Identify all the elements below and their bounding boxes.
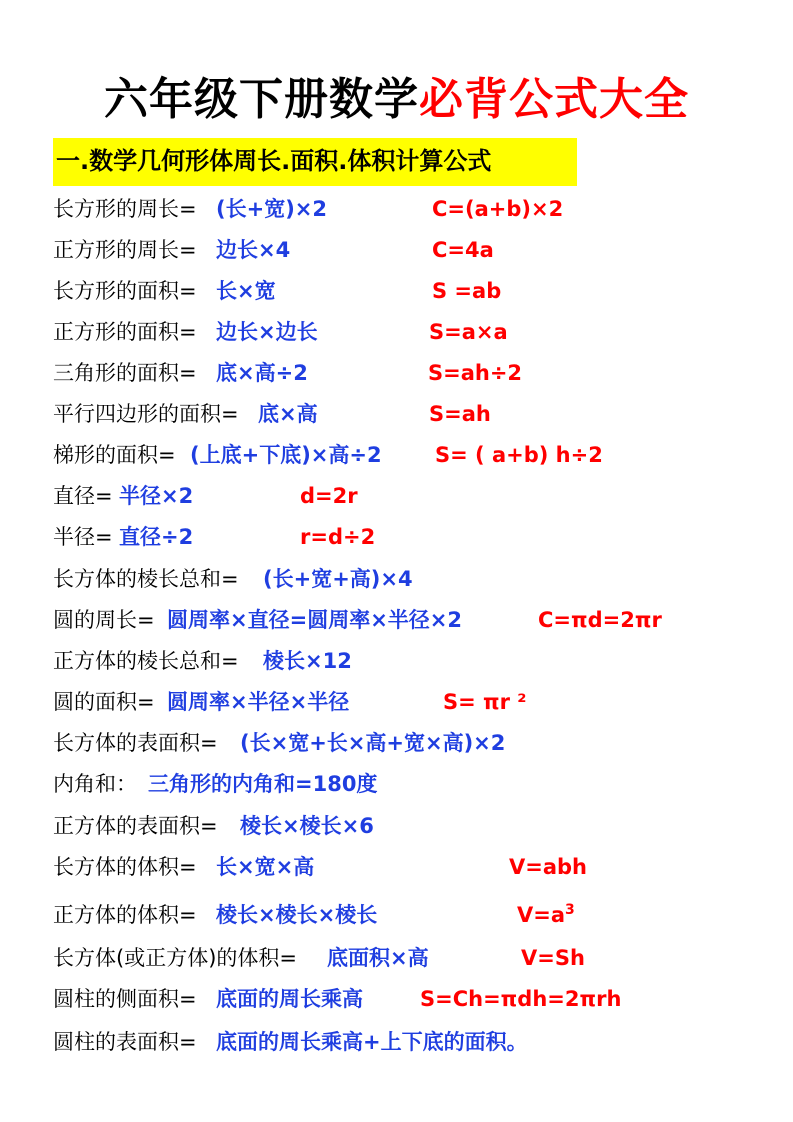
formula-row — [0, 1024, 793, 1058]
formula-row — [0, 684, 793, 718]
formula-label: 圆柱的侧面积= — [53, 987, 197, 1011]
formula-label: 正方体的棱长总和= — [53, 649, 239, 673]
formula-expression: 底面的周长乘高+上下底的面积。 — [216, 1030, 528, 1054]
formula-row — [0, 561, 793, 595]
formula-row — [0, 897, 793, 931]
formula-expression: 底面积×高 — [327, 946, 429, 970]
formula-expression: (上底+下底)×高÷2 — [190, 443, 382, 467]
formula-row — [0, 396, 793, 430]
formula-expression: 圆周率×半径×半径 — [167, 690, 350, 714]
formula-row — [0, 273, 793, 307]
formula-symbolic: S= ( a+b) h÷2 — [435, 443, 603, 467]
formula-symbolic: d=2r — [300, 484, 358, 508]
formula-expression: 边长×边长 — [216, 320, 318, 344]
formula-row — [0, 849, 793, 883]
formula-label: 长方形的面积= — [53, 279, 197, 303]
formula-expression: (长+宽)×2 — [216, 197, 327, 221]
formula-symbolic: C=πd=2πr — [538, 608, 662, 632]
formula-label: 圆的面积= — [53, 690, 155, 714]
formula-label: 直径= — [53, 484, 113, 508]
formula-label: 长方体的表面积= — [53, 731, 218, 755]
formula-expression: 直径÷2 — [119, 525, 194, 549]
formula-symbolic — [517, 901, 575, 929]
formula-expression: 底面的周长乘高 — [216, 987, 363, 1011]
formula-label: 正方形的面积= — [53, 320, 197, 344]
formula-label: 三角形的面积= — [53, 361, 197, 385]
formula-base: V=a — [517, 903, 566, 927]
formula-expression: 长×宽×高 — [216, 855, 315, 879]
formula-expression: (长×宽+长×高+宽×高)×2 — [240, 731, 506, 755]
formula-row — [0, 643, 793, 677]
formula-row — [0, 232, 793, 266]
formula-superscript: 3 — [565, 902, 575, 918]
formula-row — [0, 981, 793, 1015]
formula-symbolic: S =ab — [432, 279, 502, 303]
formula-row — [0, 314, 793, 348]
formula-symbolic: C=4a — [432, 238, 494, 262]
formula-expression: 底×高÷2 — [216, 361, 308, 385]
section-heading: 一.数学几何形体周长.面积.体积计算公式 — [56, 147, 492, 175]
formula-row — [0, 766, 793, 800]
formula-row — [0, 191, 793, 225]
formula-label: 长方体的体积= — [53, 855, 197, 879]
formula-symbolic: V=Sh — [521, 946, 585, 970]
formula-expression: 边长×4 — [216, 238, 291, 262]
formula-expression: 棱长×棱长×6 — [240, 814, 374, 838]
formula-label: 圆的周长= — [53, 608, 155, 632]
formula-symbolic: S=Ch=πdh=2πrh — [420, 987, 622, 1011]
formula-label: 平行四边形的面积= — [53, 402, 239, 426]
formula-expression: 棱长×12 — [263, 649, 352, 673]
formula-expression: 三角形的内角和=180度 — [148, 772, 378, 796]
formula-label: 正方体的体积= — [53, 903, 197, 927]
formula-symbolic: r=d÷2 — [300, 525, 376, 549]
formula-label: 长方形的周长= — [53, 197, 197, 221]
formula-row — [0, 808, 793, 842]
formula-row — [0, 519, 793, 553]
formula-row — [0, 478, 793, 512]
formula-symbolic: S=ah — [429, 402, 491, 426]
formula-expression: 棱长×棱长×棱长 — [216, 903, 378, 927]
formula-label: 正方体的表面积= — [53, 814, 218, 838]
formula-symbolic: V=abh — [509, 855, 588, 879]
formula-expression: 半径×2 — [119, 484, 194, 508]
formula-symbolic: S= πr ² — [443, 690, 527, 714]
formula-symbolic: S=ah÷2 — [428, 361, 523, 385]
section-heading-highlight — [53, 138, 577, 186]
formula-expression: 底×高 — [258, 402, 318, 426]
title-black: 六年级下册数学 — [104, 74, 419, 125]
formula-label: 长方体(或正方体)的体积= — [53, 946, 297, 970]
formula-row — [0, 940, 793, 974]
formula-label: 圆柱的表面积= — [53, 1030, 197, 1054]
formula-label: 梯形的面积= — [53, 443, 176, 467]
formula-row — [0, 725, 793, 759]
title-red: 必背公式大全 — [419, 74, 689, 125]
formula-label: 内角和： — [53, 772, 137, 796]
formula-expression: 圆周率×直径=圆周率×半径×2 — [167, 608, 462, 632]
formula-label: 正方形的周长= — [53, 238, 197, 262]
formula-label: 长方体的棱长总和= — [53, 567, 239, 591]
formula-symbolic: C=(a+b)×2 — [432, 197, 564, 221]
formula-expression: (长+宽+高)×4 — [263, 567, 413, 591]
formula-symbolic: S=a×a — [429, 320, 508, 344]
formula-row — [0, 355, 793, 389]
formula-label: 半径= — [53, 525, 113, 549]
formula-expression: 长×宽 — [216, 279, 276, 303]
formula-row — [0, 437, 793, 471]
page-title — [0, 70, 793, 130]
formula-row — [0, 602, 793, 636]
